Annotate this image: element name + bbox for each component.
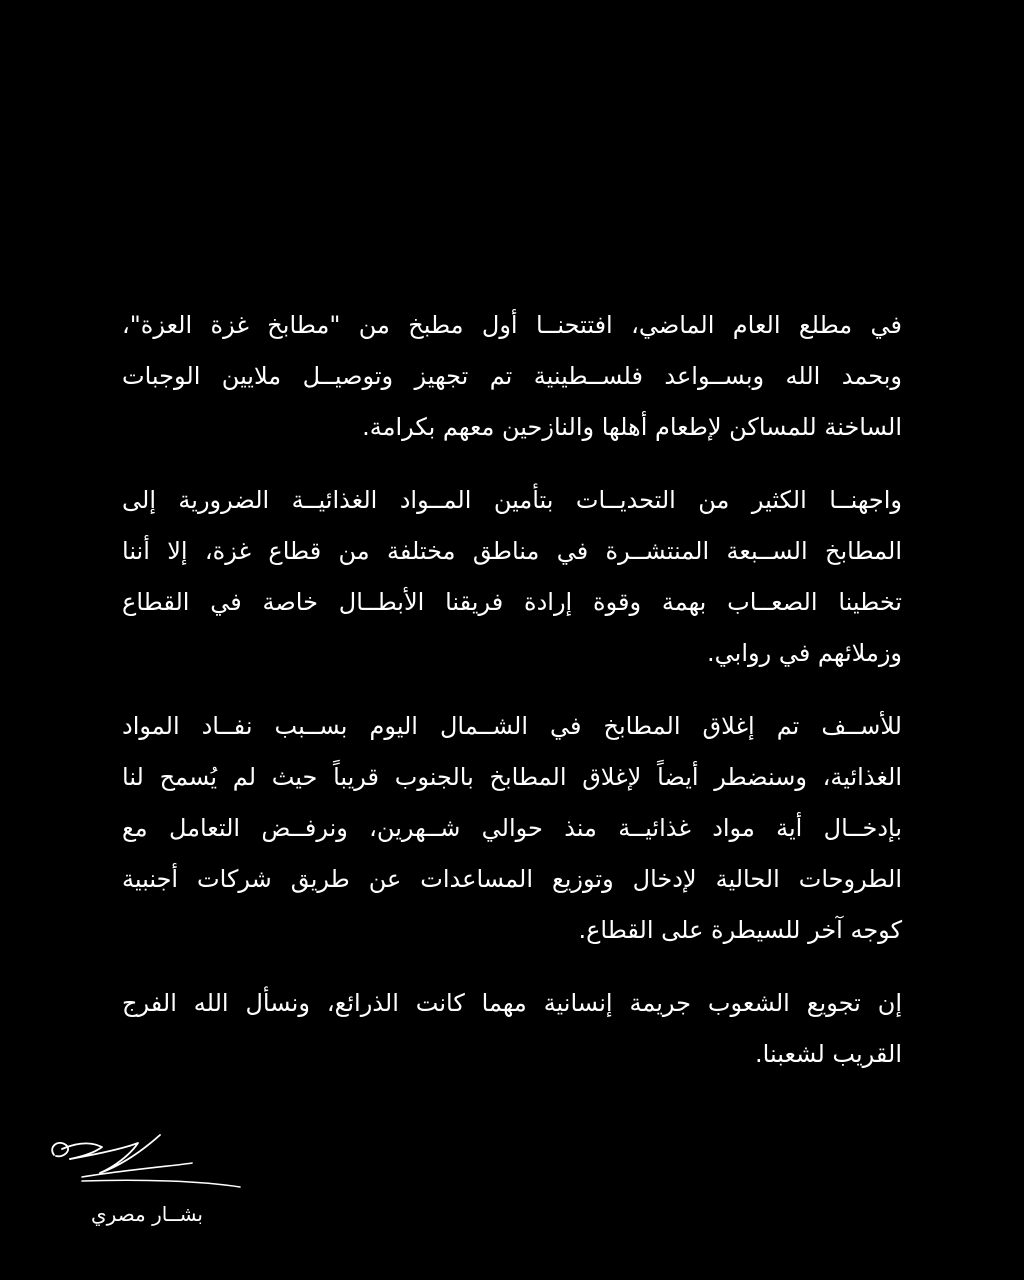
paragraph-1: [122, 300, 902, 453]
text-line: القريب لشعبنا.: [755, 1040, 902, 1068]
text-line: للأســف تم إغلاق المطابخ في الشــمال اليوم بســبب نفــاد المواد: [122, 712, 902, 740]
text-line: المطابخ الســبعة المنتشــرة في مناطق مختلفة من قطاع غزة، إلا أننا: [122, 537, 902, 565]
text-line: الساخنة للمساكن لإطعام أهلها والنازحين معهم بكرامة.: [362, 413, 902, 441]
text-line: إن تجويع الشعوب جريمة إنسانية مهما كانت الذرائع، ونسأل الله الفرج: [122, 989, 902, 1017]
text-line: تخطينا الصعــاب بهمة وقوة إرادة فريقنا الأبطــال خاصة في القطاع: [122, 588, 902, 616]
text-line: واجهنــا الكثير من التحديــات بتأمين المــواد الغذائيــة الضرورية إلى: [122, 486, 902, 514]
text-line: وزملائهم في روابي.: [707, 639, 902, 667]
paragraph-4: [122, 978, 902, 1080]
signature-block: [42, 1125, 252, 1235]
text-line: الغذائية، وسنضطر أيضاً لإغلاق المطابخ بالجنوب قريباً حيث لم يُسمح لنا: [122, 763, 902, 791]
text-line: وبحمد الله وبســواعد فلســطينية تم تجهيز وتوصيــل ملايين الوجبات: [122, 362, 902, 390]
text-line: الطروحات الحالية لإدخال وتوزيع المساعدات عن طريق شركات أجنبية: [122, 865, 902, 893]
signatory-name: بشــار مصري: [91, 1202, 203, 1226]
paragraph-2: [122, 475, 902, 679]
statement-text: [122, 300, 902, 1102]
text-line: بإدخــال أية مواد غذائيــة منذ حوالي شــهرين، ونرفــض التعامل مع: [122, 814, 902, 842]
text-line: كوجه آخر للسيطرة على القطاع.: [578, 916, 902, 944]
signature-icon: [42, 1125, 252, 1195]
paragraph-3: [122, 701, 902, 956]
text-line: في مطلع العام الماضي، افتتحنــا أول مطبخ من "مطابخ غزة العزة"،: [122, 311, 902, 339]
